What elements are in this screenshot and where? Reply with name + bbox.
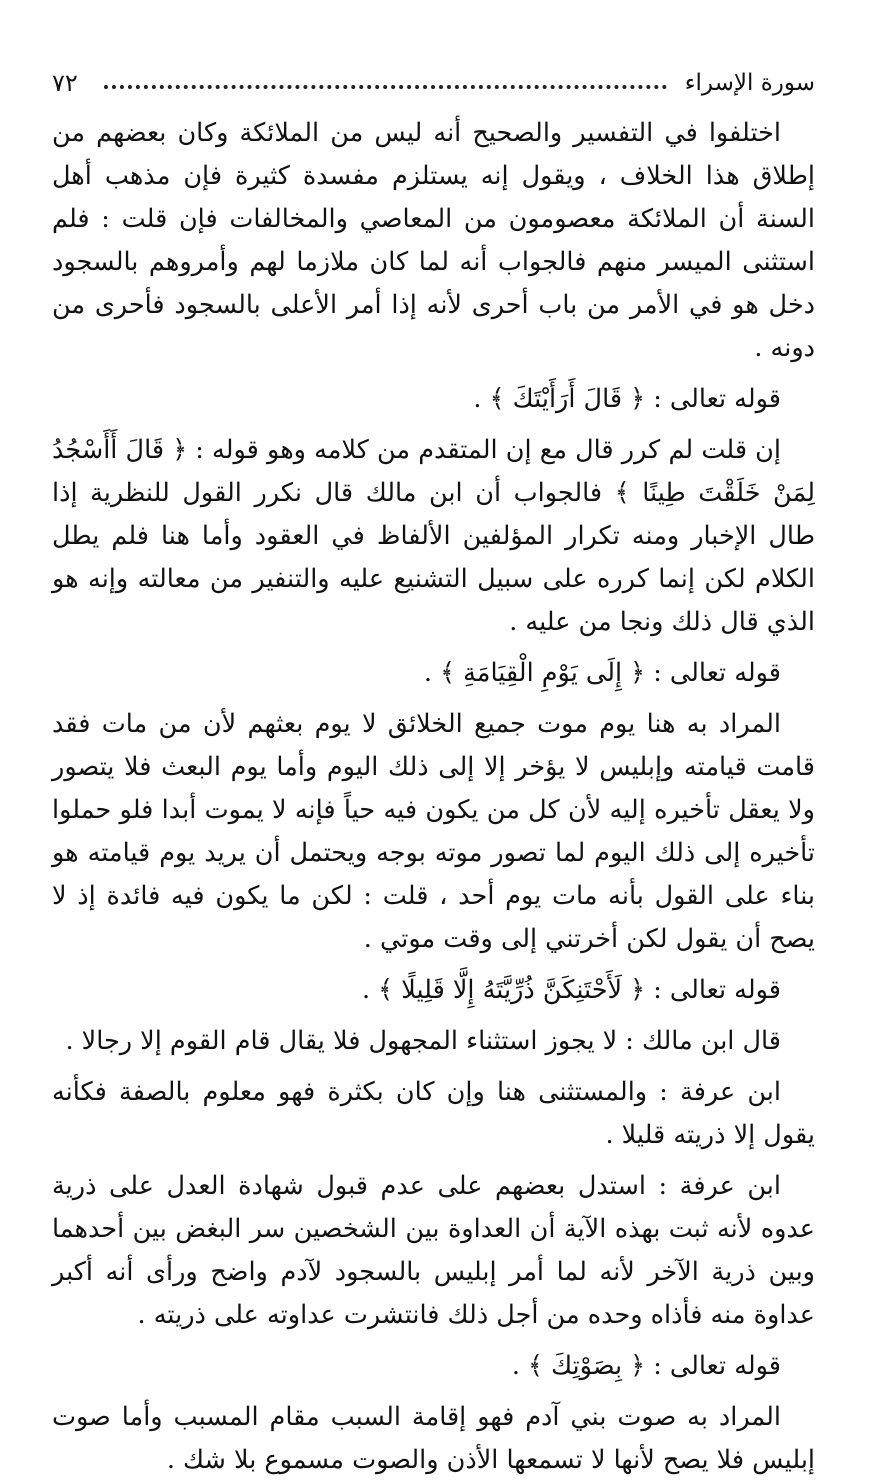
running-header bbox=[52, 62, 815, 104]
body-text bbox=[52, 112, 815, 1482]
paragraph-2: إن قلت لم كرر قال مع إن المتقدم من كلامه وهو قوله : ﴿ قَالَ أَأَسْجُدُ لِمَنْ خَلَقْتَ طِينًا ﴾ فالجواب أن ابن مالك قال نكرر القول للنظرية إذا طال الإخبار ومنه تكرار المؤلفين الألفاظ في العقود وأما هنا فلم يطل الكلام لكن إنما كرره على سبيل التشنيع عليه والتنفير من معالته وإنه هو الذي قال ذلك ونجا من عليه . bbox=[52, 435, 815, 637]
verse-heading-3: قوله تعالى : ﴿ لَأَحْتَنِكَنَّ ذُرِّيَّتَهُ إِلَّا قَلِيلًا ﴾ . bbox=[361, 975, 781, 1005]
paragraph-1: اختلفوا في التفسير والصحيح أنه ليس من الملائكة وكان بعضهم من إطلاق هذا الخلاف ، ويقول إنه يستلزم مفسدة كثيرة فإن مذهب أهل السنة أن الملائكة معصومون من المعاصي والمخالفات فإن قلت : فلم استثنى الميسر منهم فالجواب أنه لما كان ملازما لهم وأمروهم بالسجود دخل هو في الأمر من باب أحرى لأنه إذا أمر الأعلى بالسجود فأحرى من دونه . bbox=[52, 118, 815, 363]
verse-heading-2: قوله تعالى : ﴿ إِلَى يَوْمِ الْقِيَامَةِ ﴾ . bbox=[423, 658, 781, 688]
running-title: سورة الإسراء bbox=[684, 70, 815, 96]
paragraph-5: ابن عرفة : والمستثنى هنا وإن كان بكثرة فهو معلوم بالصفة فكأنه يقول إلا ذريته قليلا . bbox=[52, 1077, 815, 1150]
paragraph-4: قال ابن مالك : لا يجوز استثناء المجهول فلا يقال قام القوم إلا رجالا . bbox=[65, 1026, 781, 1056]
paragraph-6: ابن عرفة : استدل بعضهم على عدم قبول شهادة العدل على ذرية عدوه لأنه ثبت بهذه الآية أن العداوة بين الشخصين سر البغض بين أحدهما وبين ذرية الآخر لأنه لما أمر إبليس بالسجود لآدم واضح ورأى أنه أكبر عداوة منه فأذاه وحده من أجل ذلك فانتشرت عداوته على ذريته . bbox=[52, 1171, 815, 1330]
header-dotted-rule bbox=[104, 85, 667, 89]
verse-heading-4: قوله تعالى : ﴿ بِصَوْتِكَ ﴾ . bbox=[511, 1351, 781, 1381]
paragraph-7: المراد به صوت بني آدم فهو إقامة السبب مقام المسبب وأما صوت إبليس فلا يصح لأنها لا تسمعها الأذن والصوت مسموع بلا شك . bbox=[52, 1402, 815, 1475]
verse-heading-1: قوله تعالى : ﴿ قَالَ أَرَأَيْتَكَ ﴾ . bbox=[473, 384, 781, 414]
page-number: ٧٢ bbox=[52, 69, 78, 97]
paragraph-3: المراد به هنا يوم موت جميع الخلائق لا يوم بعثهم لأن من مات فقد قامت قيامته وإبليس لا يؤخر إلا إلى ذلك اليوم وأما يوم البعث فلا يتصور ولا يعقل تأخيره إليه لأن كل من يكون فيه حياً فإنه لا يموت أبدا فلو حملوا تأخيره إلى ذلك اليوم لما تصور موته بوجه ويحتمل أن يريد يوم قيامته هو بناء على القول بأنه مات يوم أحد ، قلت : لكن ما يكون فيه فائدة إذ لا يصح أن يقول لكن أخرتني إلى وقت موتي . bbox=[52, 709, 815, 954]
